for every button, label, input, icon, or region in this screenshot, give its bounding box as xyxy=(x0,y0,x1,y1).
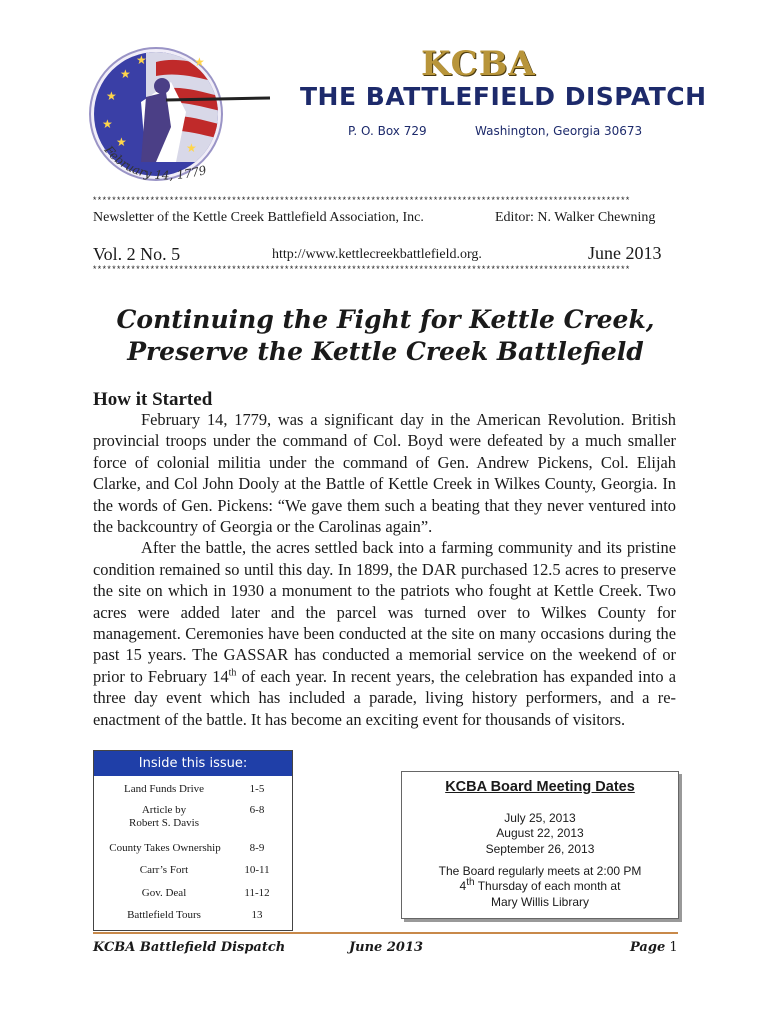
kcba-logo: KCBA xyxy=(421,44,536,84)
svg-text:★: ★ xyxy=(120,67,131,81)
toc-label: Article by xyxy=(141,804,187,816)
star-divider-top: **************************************************************************************************************** xyxy=(92,196,630,206)
footer-publication: KCBA Battlefield Dispatch xyxy=(93,940,286,955)
board-title: KCBA Board Meeting Dates xyxy=(445,779,635,795)
paragraph-2 xyxy=(93,537,676,730)
footer-page xyxy=(630,940,678,955)
issue-date: June 2013 xyxy=(588,243,662,263)
section-heading: How it Started xyxy=(93,389,213,410)
toc-pages: 10-11 xyxy=(244,864,270,876)
paragraph-1: February 14, 1779, was a significant day in the American Revolution. British provincial troops under the command of Col. Boyd were defeated by a much smaller force of colonial militia under the command of Gen. Andrew Pickens, Col. Elijah Clarke, and Col John Dooly at the Battle of Kettle Creek in Wilkes County, Georgia. In the words of Gen. Pickens: “We gave them such a beating that they never ventured into the backcountry of Georgia or the Carolinas again”. xyxy=(93,410,676,537)
svg-text:★: ★ xyxy=(136,53,147,67)
page-number: 1 xyxy=(669,940,678,955)
footer-rule xyxy=(93,932,678,934)
editor: Editor: N. Walker Chewning xyxy=(495,210,656,225)
inside-heading: Inside this issue: xyxy=(94,751,292,776)
battlefield-seal xyxy=(86,42,276,202)
board-note-line2 xyxy=(402,879,678,894)
star-divider-bottom: **************************************************************************************************************** xyxy=(92,265,630,275)
toc-pages: 6-8 xyxy=(249,804,265,816)
board-note-line1: The Board regularly meets at 2:00 PM xyxy=(438,864,642,878)
paragraph-2-part-a: After the battle, the acres settled back into a farming community and its pristine condition remained so until this day. In 1899, the DAR purchased 12.5 acres to preserve the site on which in 1930 a monument to the patriots who fought at Kettle Creek. Two acres were added later and the parcel was turned over to Wilkes County for management. Ceremonies have been conducted at the site on many occasions during the past 15 years. The GASSAR has conducted a memorial service on the weekend of or prior to February 14 xyxy=(93,538,676,686)
page-label: Page xyxy=(630,940,666,955)
toc-pages: 8-9 xyxy=(249,842,265,854)
toc-pages: 13 xyxy=(251,909,263,921)
city-address: Washington, Georgia 30673 xyxy=(475,124,643,138)
seal-text: February 14, 1779 xyxy=(101,143,208,183)
meeting-date: July 25, 2013 xyxy=(504,811,576,825)
inside-this-issue-box xyxy=(93,750,293,931)
board-note-line3: Mary Willis Library xyxy=(490,894,589,909)
meeting-date: September 26, 2013 xyxy=(485,841,595,856)
article-title xyxy=(93,304,678,368)
footer-date: June 2013 xyxy=(349,940,424,955)
newsletter-of: Newsletter of the Kettle Creek Battlefield Association, Inc. xyxy=(93,210,424,225)
board-dates xyxy=(402,811,678,857)
toc-pages: 1-5 xyxy=(249,783,265,795)
board-meeting-box xyxy=(401,771,679,919)
svg-text:★: ★ xyxy=(186,141,197,155)
board-note xyxy=(402,864,678,910)
po-box: P. O. Box 729 xyxy=(348,124,427,138)
svg-text:★: ★ xyxy=(194,55,205,69)
svg-text:★: ★ xyxy=(106,89,117,103)
meeting-date: August 22, 2013 xyxy=(496,826,584,841)
toc-label: Robert S. Davis xyxy=(129,817,199,829)
svg-text:★: ★ xyxy=(102,117,113,131)
toc-label: Carr’s Fort xyxy=(139,864,189,876)
article-title-line1: Continuing the Fight for Kettle Creek, xyxy=(116,305,655,334)
paragraph-2-sup: th xyxy=(228,667,237,679)
board-note-rest: Thursday of each month at xyxy=(474,879,621,894)
paragraph-2-part-b: of each year. In recent years, the celebration has expanded into a three day event which has included a parade, living history performers, and a re-enactment of the battle. It has become an exciting event for thousands of visitors. xyxy=(93,666,676,729)
toc-label: County Takes Ownership xyxy=(109,842,221,854)
website-url[interactable]: http://www.kettlecreekbattlefield.org. xyxy=(272,247,482,262)
toc-label: Gov. Deal xyxy=(141,887,187,899)
masthead-title: THE BATTLEFIELD DISPATCH xyxy=(300,82,707,111)
volume-number: Vol. 2 No. 5 xyxy=(93,244,181,264)
article-title-line2: Preserve the Kettle Creek Battlefield xyxy=(127,337,644,366)
svg-text:★: ★ xyxy=(116,135,127,149)
board-note-num: 4 xyxy=(459,879,467,894)
article-body xyxy=(93,409,676,730)
toc-label: Land Funds Drive xyxy=(123,783,205,795)
toc-pages: 11-12 xyxy=(244,887,270,899)
toc-label: Battlefield Tours xyxy=(127,909,201,921)
board-note-sup: th xyxy=(466,877,475,889)
